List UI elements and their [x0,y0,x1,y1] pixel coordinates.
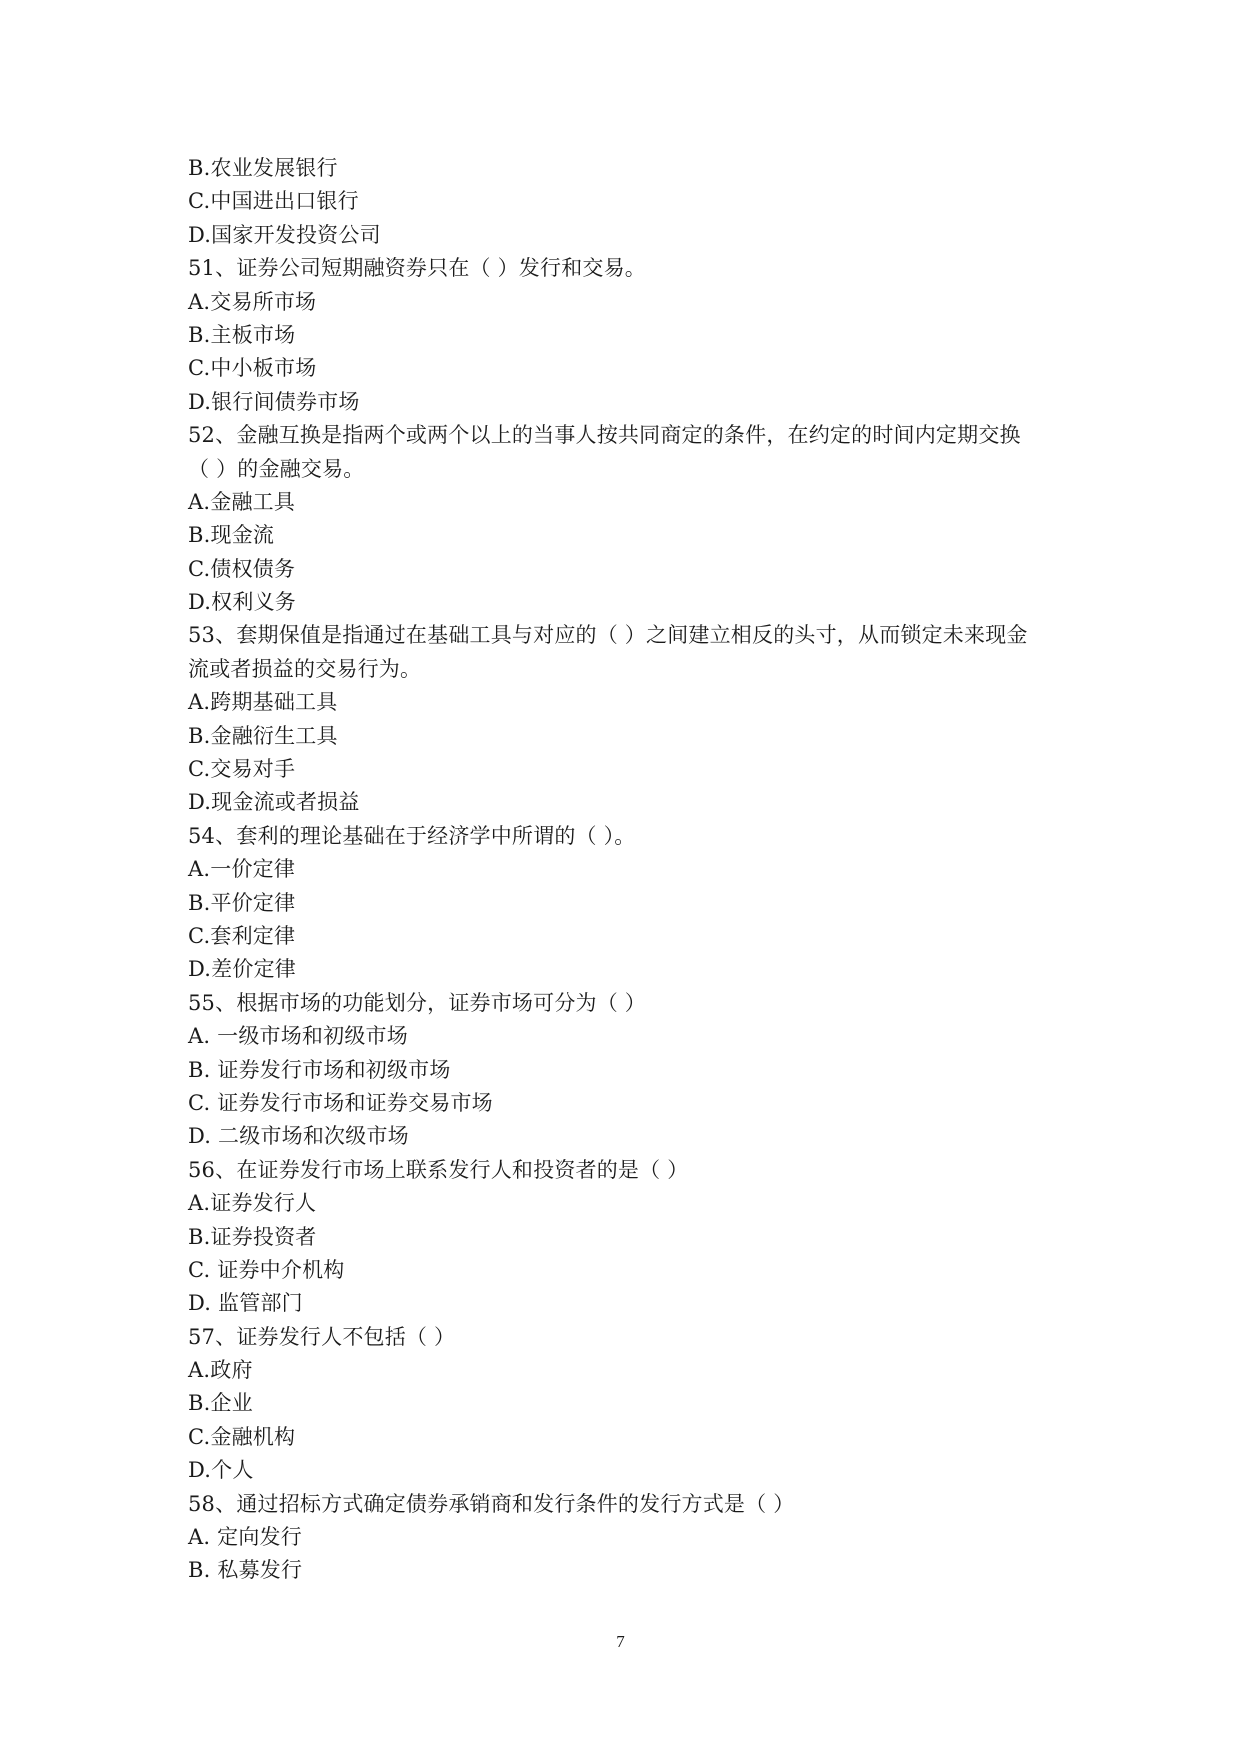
option-line: D. 二级市场和次级市场 [188,1124,409,1149]
option-line: B.平价定律 [188,890,296,915]
question-58: 58、通过招标方式确定债券承销商和发行条件的发行方式是（ ） [188,1491,795,1516]
option-line: C. 证券发行市场和证券交易市场 [188,1090,493,1115]
option-line: C.中小板市场 [188,356,317,381]
option-line: B.证券投资者 [188,1224,317,1249]
question-53: 53、套期保值是指通过在基础工具与对应的（ ）之间建立相反的头寸，从而锁定未来现金 [188,623,1028,648]
option-line: C. 证券中介机构 [188,1257,345,1282]
option-line: A.交易所市场 [188,289,317,314]
option-line: C.金融机构 [188,1424,296,1449]
option-line: A.政府 [188,1358,253,1383]
option-line: B. 私募发行 [188,1558,303,1583]
option-line: B.农业发展银行 [188,156,338,180]
option-line: A.金融工具 [188,489,296,514]
option-line: A.一价定律 [188,857,296,882]
document-body [188,152,1068,1588]
page-number: 7 [616,1632,625,1651]
option-line: D.国家开发投资公司 [188,222,381,247]
option-line: A.跨期基础工具 [188,690,338,715]
option-line: B.企业 [188,1391,253,1416]
option-line: A.证券发行人 [188,1191,317,1216]
option-line: C.中国进出口银行 [188,189,359,214]
option-line: B.现金流 [188,523,275,548]
question-53-continued: 流或者损益的交易行为。 [188,656,422,681]
option-line: C.债权债务 [188,556,296,581]
option-line: D.个人 [188,1458,254,1483]
question-52-continued: （ ）的金融交易。 [188,456,365,481]
question-52: 52、金融互换是指两个或两个以上的当事人按共同商定的条件，在约定的时间内定期交换 [188,423,1021,448]
option-line: C.交易对手 [188,757,296,782]
option-line: A. 一级市场和初级市场 [188,1024,408,1049]
option-line: D. 监管部门 [188,1291,303,1316]
option-line: A. 定向发行 [188,1525,302,1550]
question-56: 56、在证券发行市场上联系发行人和投资者的是（ ） [188,1157,689,1182]
option-line: B.主板市场 [188,322,296,347]
option-line: D.银行间债券市场 [188,389,360,414]
question-55: 55、根据市场的功能划分，证券市场可分为（ ） [188,990,646,1015]
option-line: B. 证券发行市场和初级市场 [188,1057,451,1082]
option-line: D.现金流或者损益 [188,790,360,815]
question-57: 57、证券发行人不包括（ ） [188,1324,456,1349]
option-line: D.权利义务 [188,590,296,615]
question-51: 51、证券公司短期融资券只在（ ）发行和交易。 [188,256,646,281]
option-line: B.金融衍生工具 [188,723,338,748]
question-54: 54、套利的理论基础在于经济学中所谓的（ ）。 [188,823,636,848]
option-line: D.差价定律 [188,957,296,982]
option-line: C.套利定律 [188,923,296,948]
